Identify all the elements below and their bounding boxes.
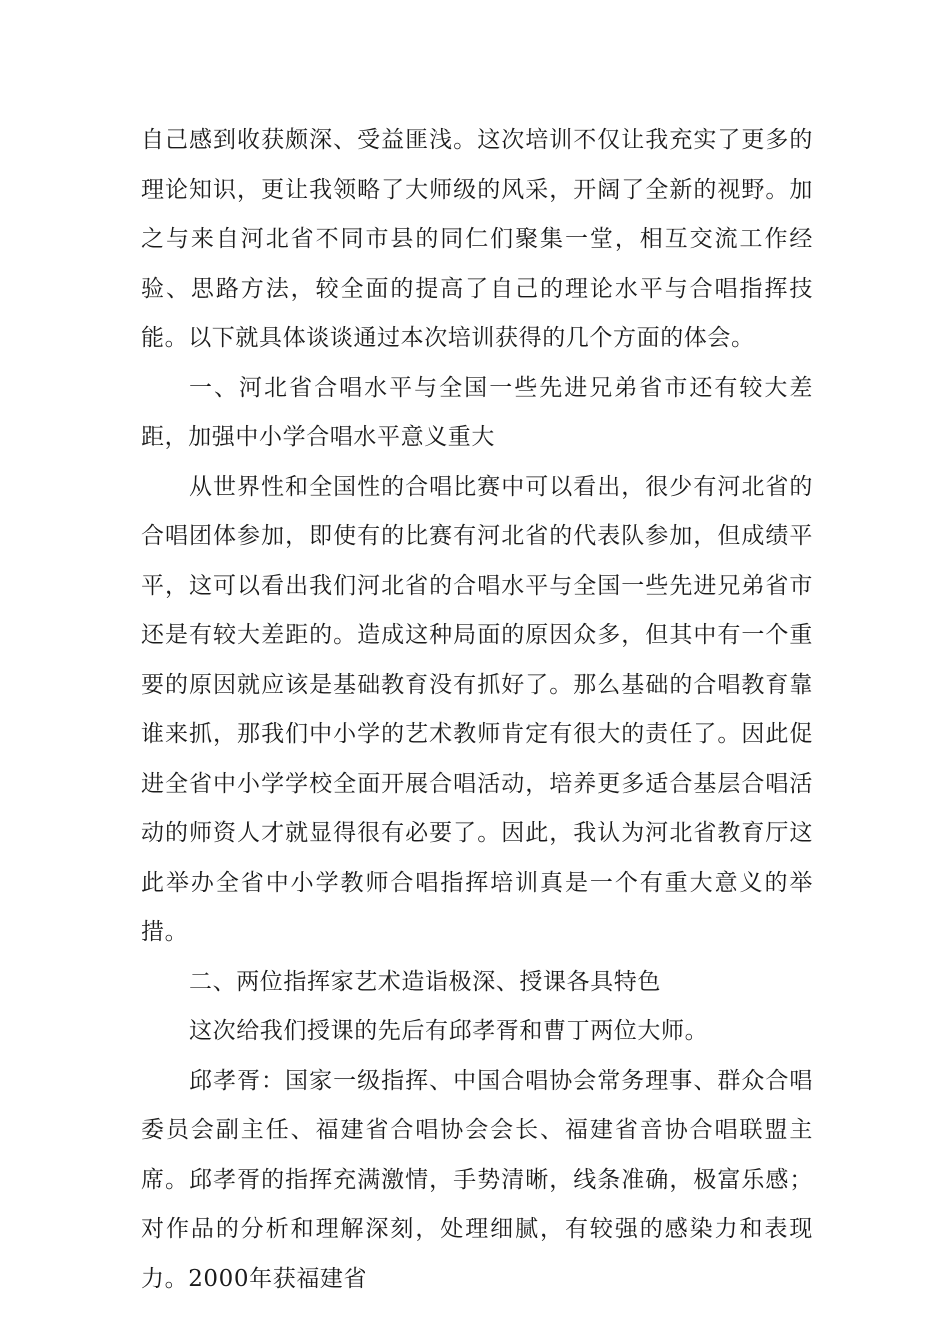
section-heading-1: 一、河北省合唱水平与全国一些先进兄弟省市还有较大差距，加强中小学合唱水平意义重大 [141, 374, 813, 450]
section-heading-2: 二、两位指挥家艺术造诣极深、授课各具特色 [189, 968, 661, 995]
paragraph-3: 这次给我们授课的先后有邱孝胥和曹丁两位大师。 [189, 1018, 709, 1044]
paragraph-4: 邱孝胥：国家一级指挥、中国合唱协会常务理事、群众合唱委员会副主任、福建省合唱协会会长、福建省音协合唱联盟主席。邱孝胥的指挥充满激情，手势清晰，线条准确，极富乐感；对作品的分析和理解深刻，处理细腻，有较强的感染力和表现力。2000年获福建省 [141, 1067, 813, 1292]
paragraph-2: 从世界性和全国性的合唱比赛中可以看出，很少有河北省的合唱团体参加，即使有的比赛有河北省的代表队参加，但成绩平平，这可以看出我们河北省的合唱水平与全国一些先进兄弟省市还是有较大差距的。造成这种局面的原因众多，但其中有一个重要的原因就应该是基础教育没有抓好了。那么基础的合唱教育靠谁来抓，那我们中小学的艺术教师肯定有很大的责任了。因此促进全省中小学学校全面开展合唱活动，培养更多适合基层合唱活动的师资人才就显得很有必要了。因此，我认为河北省教育厅这此举办全省中小学教师合唱指挥培训真是一个有重大意义的举措。 [141, 473, 813, 945]
document-body [141, 116, 813, 1304]
paragraph-1: 自己感到收获颇深、受益匪浅。这次培训不仅让我充实了更多的理论知识，更让我领略了大师级的风采，开阔了全新的视野。加之与来自河北省不同市县的同仁们聚集一堂，相互交流工作经验、思路方法，较全面的提高了自己的理论水平与合唱指挥技能。以下就具体谈谈通过本次培训获得的几个方面的体会。 [141, 127, 813, 351]
